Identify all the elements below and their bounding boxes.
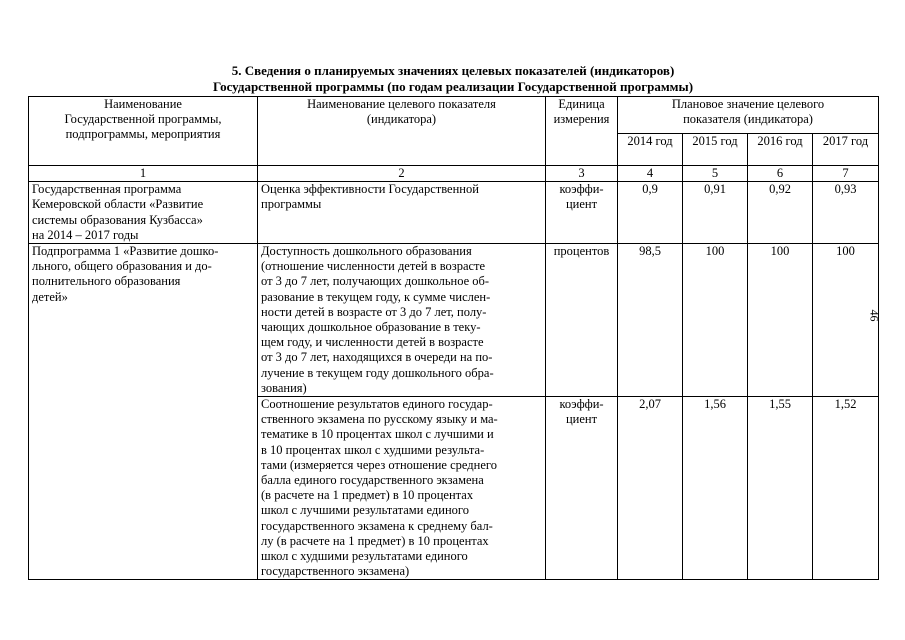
subprogram-name-cell: Подпрограмма 1 «Развитие дошко- льного, общего образования и до- полнительного образования детей»: [29, 244, 258, 580]
value-2016-cell: 100: [748, 244, 813, 397]
column-number-row: [29, 166, 879, 182]
value-2014-cell: 98,5: [618, 244, 683, 397]
col-number-5: 5: [683, 166, 748, 182]
page-number: 46: [867, 309, 882, 322]
value-2016-cell: 1,55: [748, 397, 813, 580]
col-number-6: 6: [748, 166, 813, 182]
value-2017-cell: 0,93: [813, 182, 879, 244]
value-2017-cell: 1,52: [813, 397, 879, 580]
col-number-7: 7: [813, 166, 879, 182]
value-2015-cell: 0,91: [683, 182, 748, 244]
header-year-2014: 2014 год: [618, 134, 683, 166]
table-row: [29, 244, 879, 397]
col-number-1: 1: [29, 166, 258, 182]
col-number-4: 4: [618, 166, 683, 182]
program-name-cell: Государственная программа Кемеровской области «Развитие системы образования Кузбасса» на 2014 – 2017 годы: [29, 182, 258, 244]
col-number-2: 2: [258, 166, 546, 182]
value-2015-cell: 100: [683, 244, 748, 397]
value-2016-cell: 0,92: [748, 182, 813, 244]
header-year-2016: 2016 год: [748, 134, 813, 166]
title-line-2: Государственной программы (по годам реализации Государственной программы): [212, 79, 694, 94]
header-year-2015: 2015 год: [683, 134, 748, 166]
table-row: [29, 182, 879, 244]
unit-cell: коэффи- циент: [546, 182, 618, 244]
value-2017-cell: 100: [813, 244, 879, 397]
header-program-name: Наименование Государственной программы, подпрограммы, мероприятия: [29, 97, 258, 166]
header-year-2017: 2017 год: [813, 134, 879, 166]
header-plan-value: Плановое значение целевого показателя (индикатора): [618, 97, 879, 134]
value-2015-cell: 1,56: [683, 397, 748, 580]
value-2014-cell: 2,07: [618, 397, 683, 580]
col-number-3: 3: [546, 166, 618, 182]
indicator-cell: Соотношение результатов единого государ- ственного экзамена по русскому языку и ма- тематике в 10 процентах школ с лучшими и в 10 процентах школ с худшими результа- тами (измеряется через отношение среднего балла единого государственного экзамена (в расчете на 1 предмет) в 10 процентах школ с лучшими результатами единого государственного экзамена к среднему бал- лу (в расчете на 1 предмет) в 10 процентах школ с худшими результатами единого государственного экзамена): [258, 397, 546, 580]
header-unit: Единица измерения: [546, 97, 618, 166]
indicator-cell: Доступность дошкольного образования (отношение численности детей в возрасте от 3 до 7 лет, получающих дошкольное об- разование в текущем году, к сумме числен- ности детей в возрасте от 3 до 7 лет, полу- чающих дошкольное образование в теку- щем году, и численности детей в возрасте от 3 до 7 лет, находящихся в очереди на по- лучение в текущем году дошкольного обра- зования): [258, 244, 546, 397]
indicator-cell: Оценка эффективности Государственной программы: [258, 182, 546, 244]
title-line-1: 5. Сведения о планируемых значениях целевых показателей (индикаторов): [231, 63, 675, 78]
value-2014-cell: 0,9: [618, 182, 683, 244]
unit-cell: коэффи- циент: [546, 397, 618, 580]
header-row-1: [29, 97, 879, 134]
header-indicator-name: Наименование целевого показателя (индикатора): [258, 97, 546, 166]
document-title: [28, 63, 878, 95]
indicators-table: [28, 96, 879, 580]
unit-cell: процентов: [546, 244, 618, 397]
